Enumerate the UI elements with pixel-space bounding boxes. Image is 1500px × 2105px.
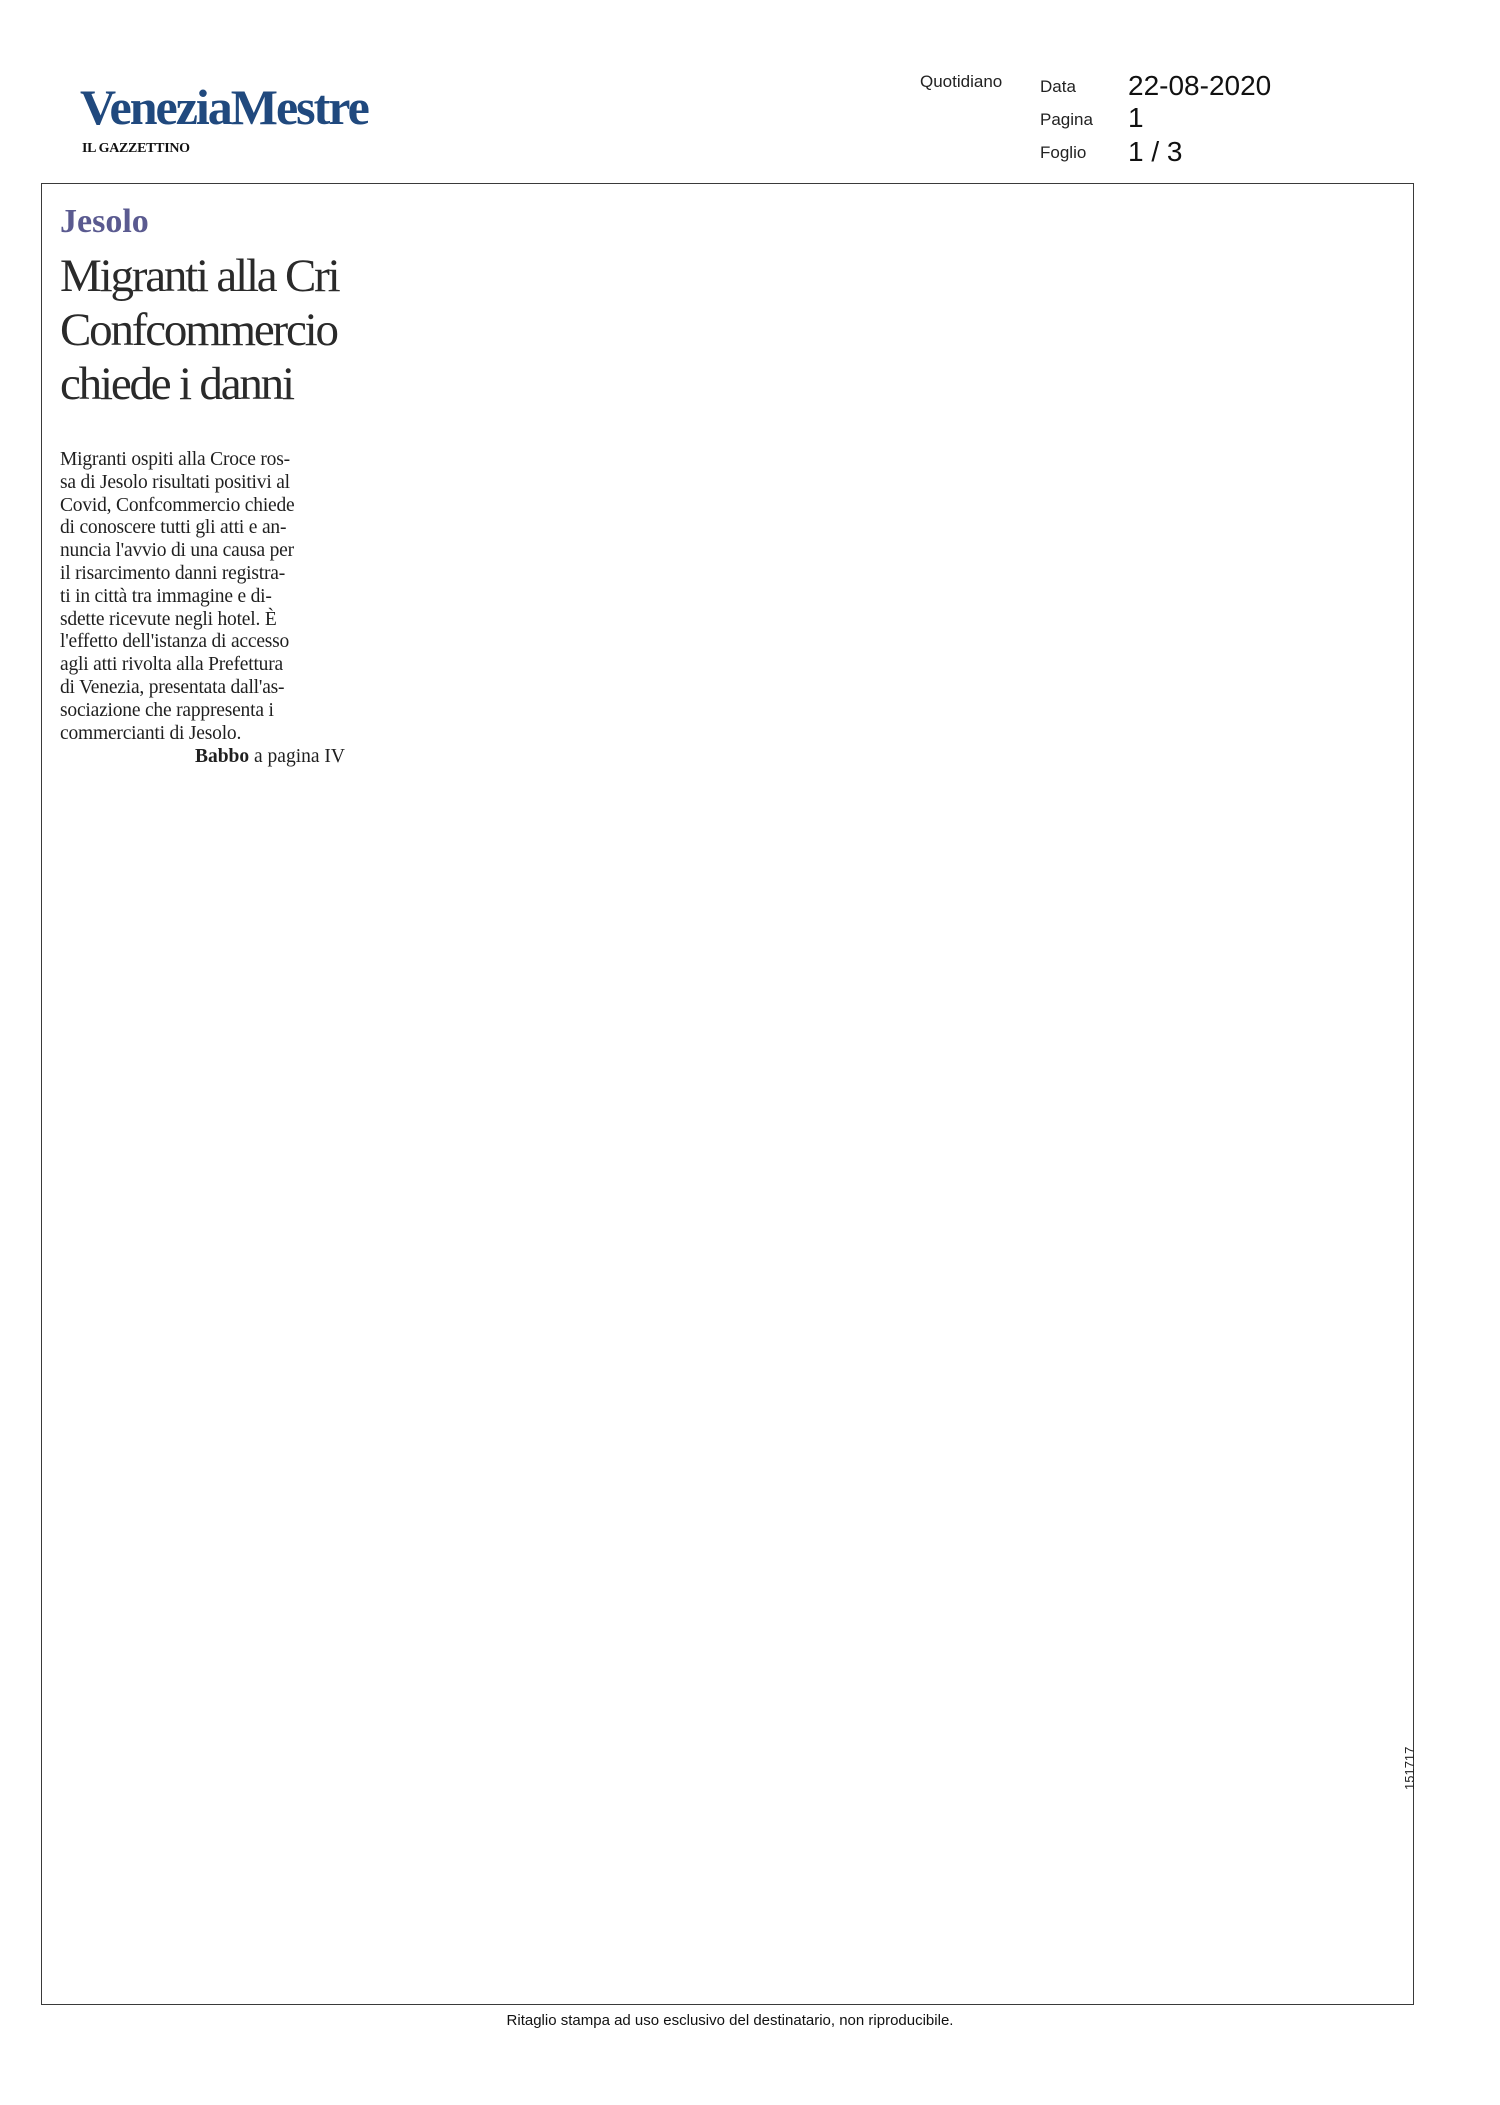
body-line: l'effetto dell'istanza di accesso [60, 631, 290, 653]
masthead-subtitle: IL GAZZETTINO [82, 141, 190, 156]
article-byline [60, 745, 345, 768]
sheet-label: Foglio [1040, 143, 1087, 162]
document-code: 151717 [1402, 1746, 1417, 1790]
body-line: sa di Jesolo risultati positivi al [60, 471, 290, 493]
body-line: Covid, Confcommercio chiede [60, 494, 295, 516]
page-value: 1 [1128, 102, 1144, 133]
date-label: Data [1040, 77, 1076, 96]
article [60, 205, 345, 768]
body-line: di conoscere tutti gli atti e an- [60, 517, 287, 539]
page-label: Pagina [1040, 110, 1093, 129]
article-body [60, 449, 345, 745]
headline-line: Confcommercio [60, 304, 337, 356]
article-headline [60, 249, 345, 411]
byline-author: Babbo [194, 746, 250, 768]
body-line: agli atti rivolta alla Prefettura [60, 654, 283, 676]
body-line: sdette ricevute negli hotel. È [60, 608, 277, 630]
masthead-title: VeneziaMestre [80, 79, 368, 135]
headline-line: chiede i danni [60, 358, 293, 410]
footer-disclaimer: Ritaglio stampa ad uso esclusivo del destinatario, non riproducibile. [506, 2012, 954, 2029]
clipping-header [0, 0, 1500, 190]
body-line: nuncia l'avvio di una causa per [60, 540, 294, 562]
body-line: di Venezia, presentata dall'as- [60, 676, 285, 698]
sheet-value: 1 / 3 [1128, 136, 1183, 167]
body-line: commercianti di Jesolo. [60, 722, 242, 744]
publication-type: Quotidiano [920, 72, 1003, 91]
article-kicker: Jesolo [60, 203, 149, 240]
body-line: Migranti ospiti alla Croce ros- [60, 449, 290, 470]
body-line: sociazione che rappresenta i [60, 699, 274, 721]
headline-line: Migranti alla Cri [60, 250, 339, 302]
date-value: 22-08-2020 [1128, 70, 1272, 101]
body-line: ti in città tra immagine e di- [60, 585, 272, 607]
byline-page-ref: a pagina IV [249, 746, 345, 768]
body-line: il risarcimento danni registra- [60, 562, 286, 584]
